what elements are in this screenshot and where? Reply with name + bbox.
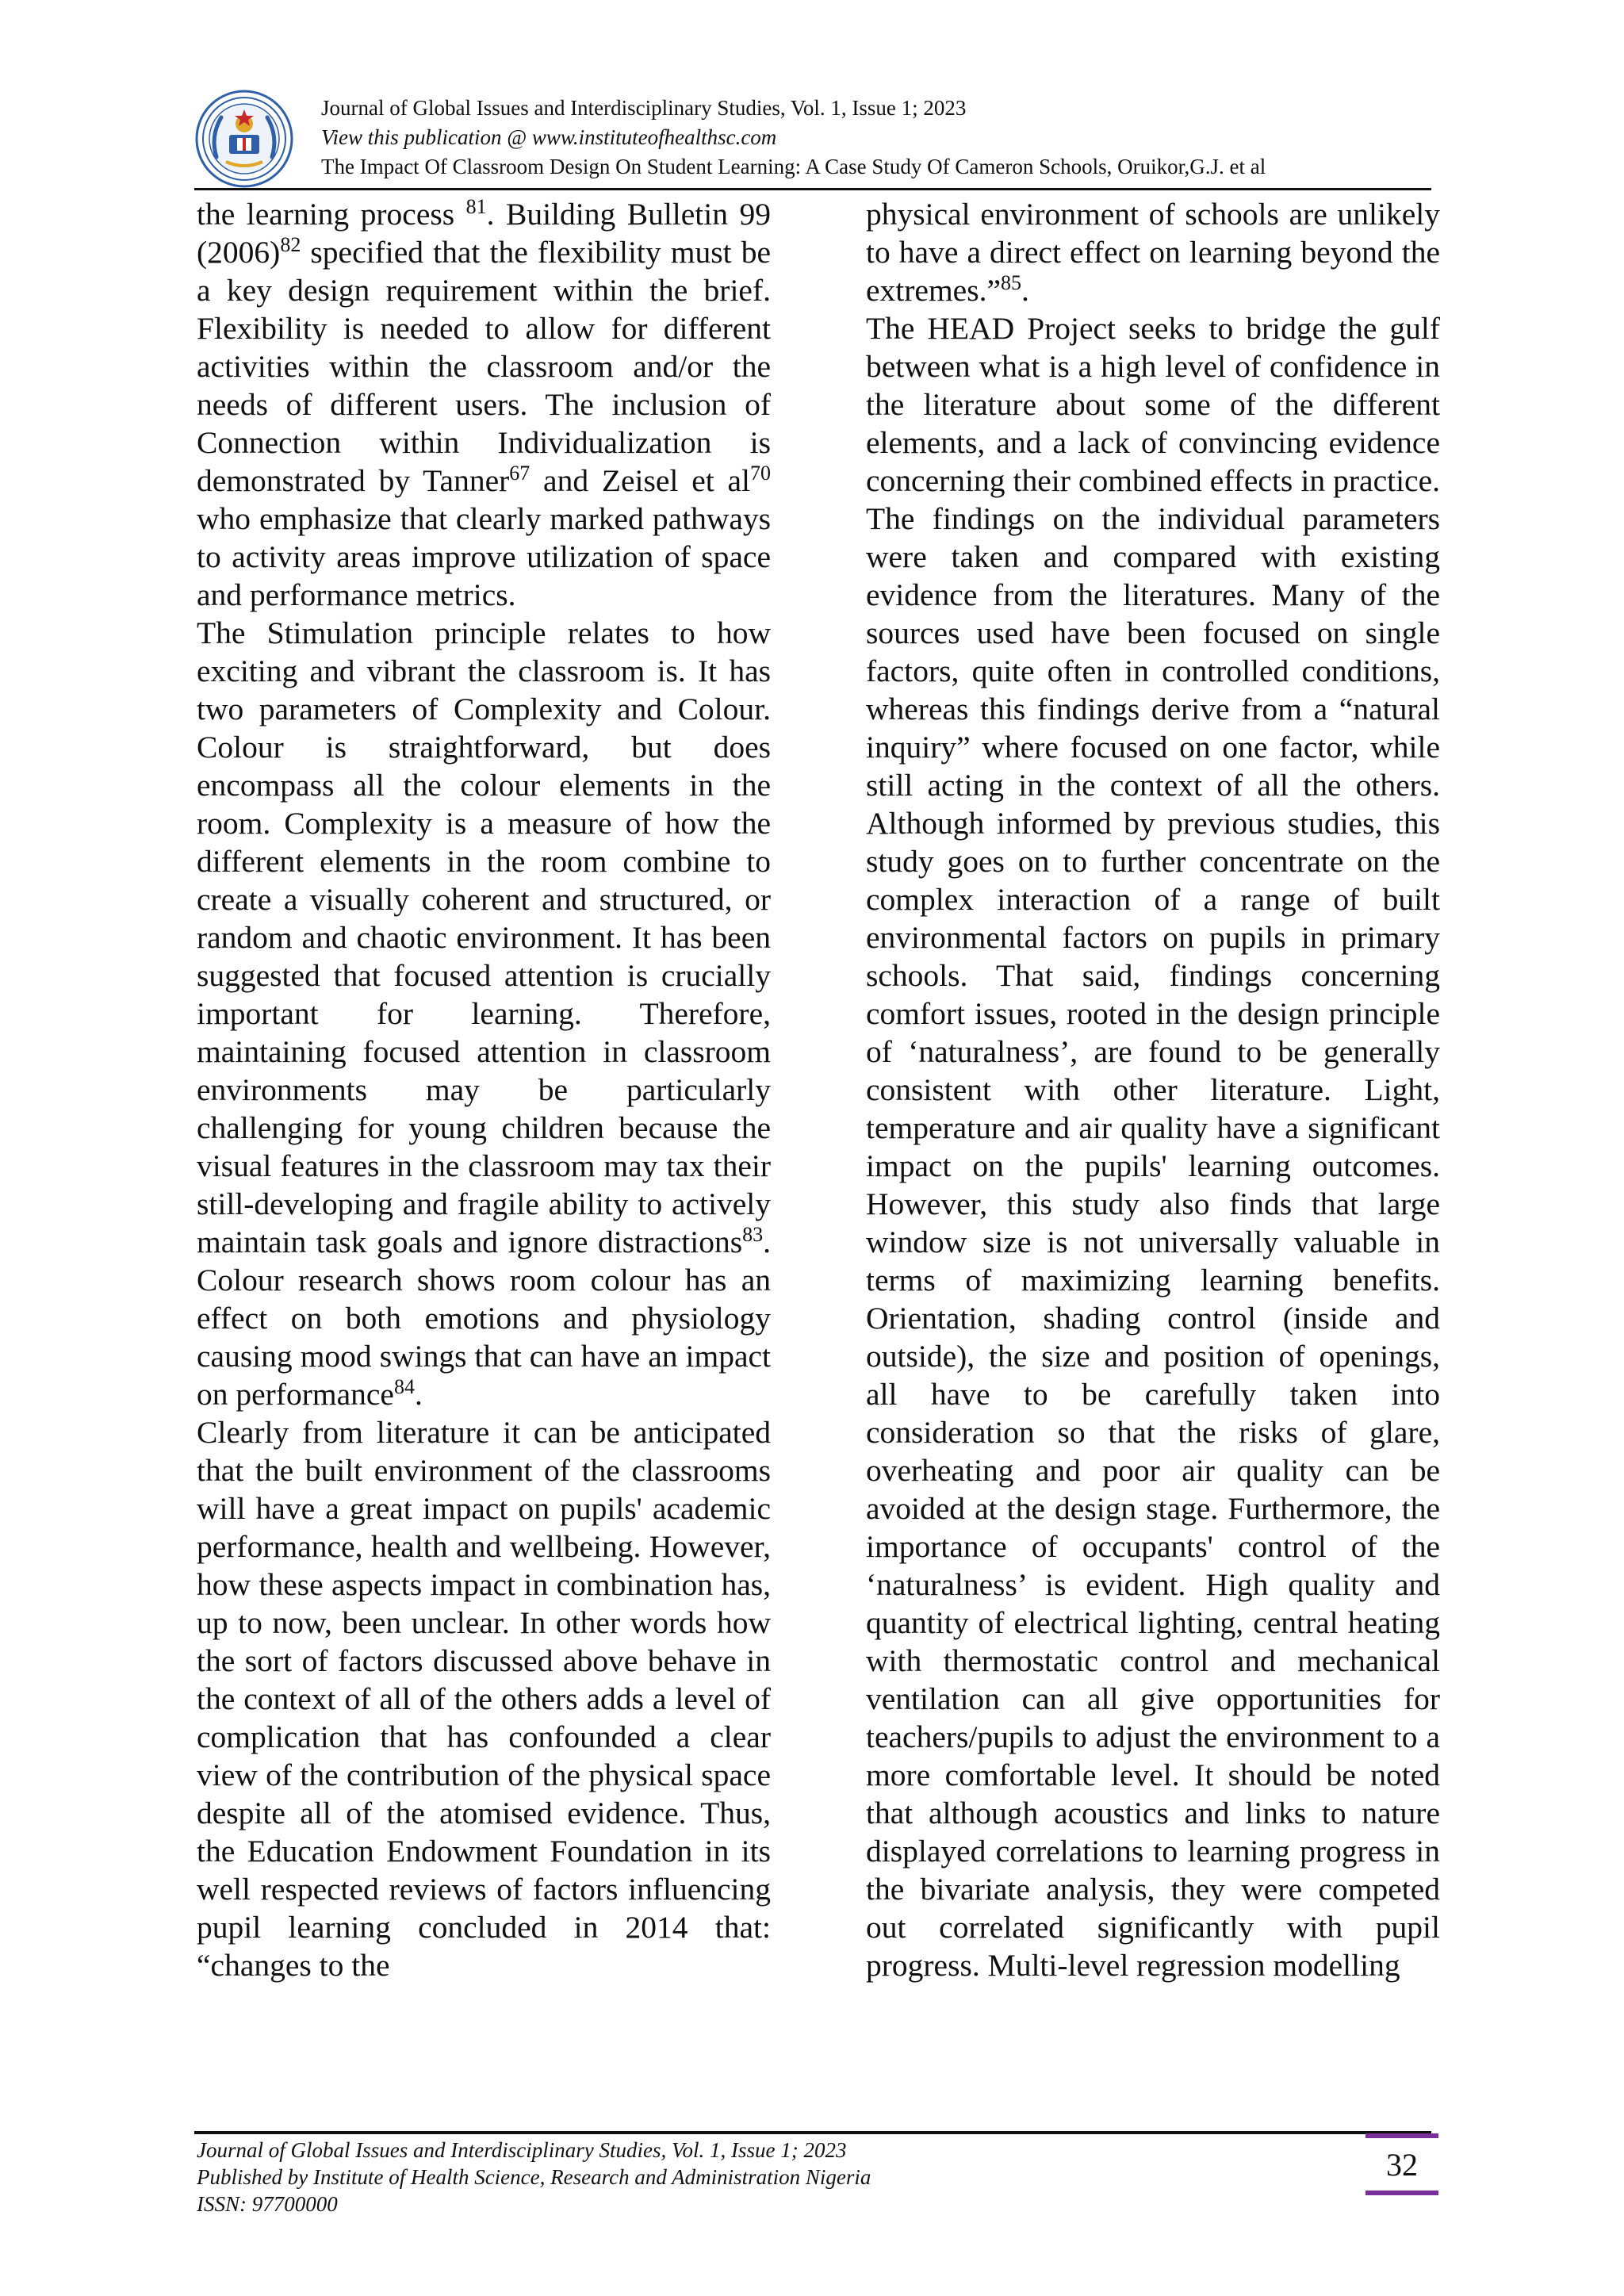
footer-publisher: Published by Institute of Health Science, Research and Administration Nigeria [197,2165,871,2189]
page-number-bar-top [1365,2133,1438,2138]
footer-issn: ISSN: 97700000 [197,2192,338,2216]
page-number-box [1365,2133,1438,2195]
page-number: 32 [1386,2147,1418,2183]
left-column [197,195,771,1984]
citation: 82 [280,233,301,256]
page-footer [197,2137,871,2217]
paragraph: the learning process $^{81}$. Building Bulletin 99 $(2006)^{82}$ specified that the flexibility must be a key design requirement within the brief. Flexibility is needed to allow for different activities within the classroom and/or the needs of different users. The inclusion of Connection within Individualization is demonstrated by Tanner$^{67}$ and Zeisel et $al^{70}$ who emphasize that clearly marked pathways to activity areas improve utilization of space and performance metrics. [197,195,772,612]
paragraph: The HEAD Project seeks to bridge the gulf between what is a high level of confidence in the literature about some of the different elements, and a lack of convincing evidence concerning their combined effects in practice. The findings on the individual parameters were taken and compared with existing evidence from the literatures. Many of the sources used have been focused on single factors, quite often in controlled conditions, whereas this findings derive from a “natural inquiry” where focused on one factor, while still acting in the context of all the others. Although informed by previous studies, this study goes on to further concentrate on the complex interaction of a range of built environmental factors on pupils in primary schools. That said, findings concerning comfort issues, rooted in the design principle of ‘naturalness’, are found to be generally consistent with other literature. Light, temperature and air quality have a significant impact on the pupils' learning outcomes. However, this study also finds that large window size is not universally valuable in terms of maximizing learning benefits. Orientation, shading control (inside and outside), the size and position of openings, all have to be carefully taken into consideration so that the risks of glare, overheating and poor air quality can be avoided at the design stage. Furthermore, the importance of occupants' control of the ‘naturalness’ is evident. High quality and quantity of electrical lighting, central heating with thermostatic control and mechanical ventilation can all give opportunities for teachers/pupils to adjust the environment to a more comfortable level. It should be noted that although acoustics and links to nature displayed correlations to learning progress in the bivariate analysis, they were competed out correlated significantly with pupil progress. Multi-level regression modelling [866,311,1440,1983]
institute-seal-icon [193,87,296,190]
right-column [866,195,1440,1984]
header-text [321,94,1266,182]
paragraph: physical environment of schools are unlikely to have a direct effect on learning beyond the extremes.”$^{85}$. [866,197,1440,308]
header-rule [194,188,1431,190]
page-header [194,94,1431,189]
footer-journal: Journal of Global Issues and Interdisciplinary Studies, Vol. 1, Issue 1; 2023 [197,2138,847,2162]
header-website: View this publication @ www.instituteofhealthsc.com [321,125,777,149]
header-article-title: The Impact Of Classroom Design On Student Learning: A Case Study Of Cameron Schools, Oruikor,G.J. et al [321,155,1266,178]
paragraph: The Stimulation principle relates to how exciting and vibrant the classroom is. It has two parameters of Complexity and Colour. Colour is straightforward, but does encompass all the colour elements in the room. Complexity is a measure of how the different elements in the room combine to create a visually coherent and structured, or random and chaotic environment. It has been suggested that focused attention is crucially important for learning. Therefore, maintaining focused attention in classroom environments may be particularly challenging for young children because the visual features in the classroom may tax their still-developing and fragile ability to actively maintain task goals and ignore distractions$^{83}$. Colour research shows room colour has an effect on both emotions and physiology causing mood swings that can have an impact on performance$^{84}$. [197,615,771,1412]
citation: 81 [465,195,487,218]
citation: 67 [509,462,530,485]
citation: 70 [750,462,772,485]
citation: 85 [1000,271,1021,294]
citation: 83 [742,1223,764,1246]
footer-rule [194,2131,1431,2134]
page-number-bar-bottom [1365,2191,1438,2195]
header-journal: Journal of Global Issues and Interdisciplinary Studies, Vol. 1, Issue 1; 2023 [321,96,967,120]
citation: 84 [393,1375,415,1398]
paragraph: Clearly from literature it can be anticipated that the built environment of the classrooms will have a great impact on pupils' academic performance, health and wellbeing. However, how these aspects impact in combination has, up to now, been unclear. In other words how the sort of factors discussed above behave in the context of all of the others adds a level of complication that has confounded a clear view of the contribution of the physical space despite all of the atomised evidence. Thus, the Education Endowment Foundation in its well respected reviews of factors influencing pupil learning concluded in 2014 that: “changes to the [197,1415,771,1983]
